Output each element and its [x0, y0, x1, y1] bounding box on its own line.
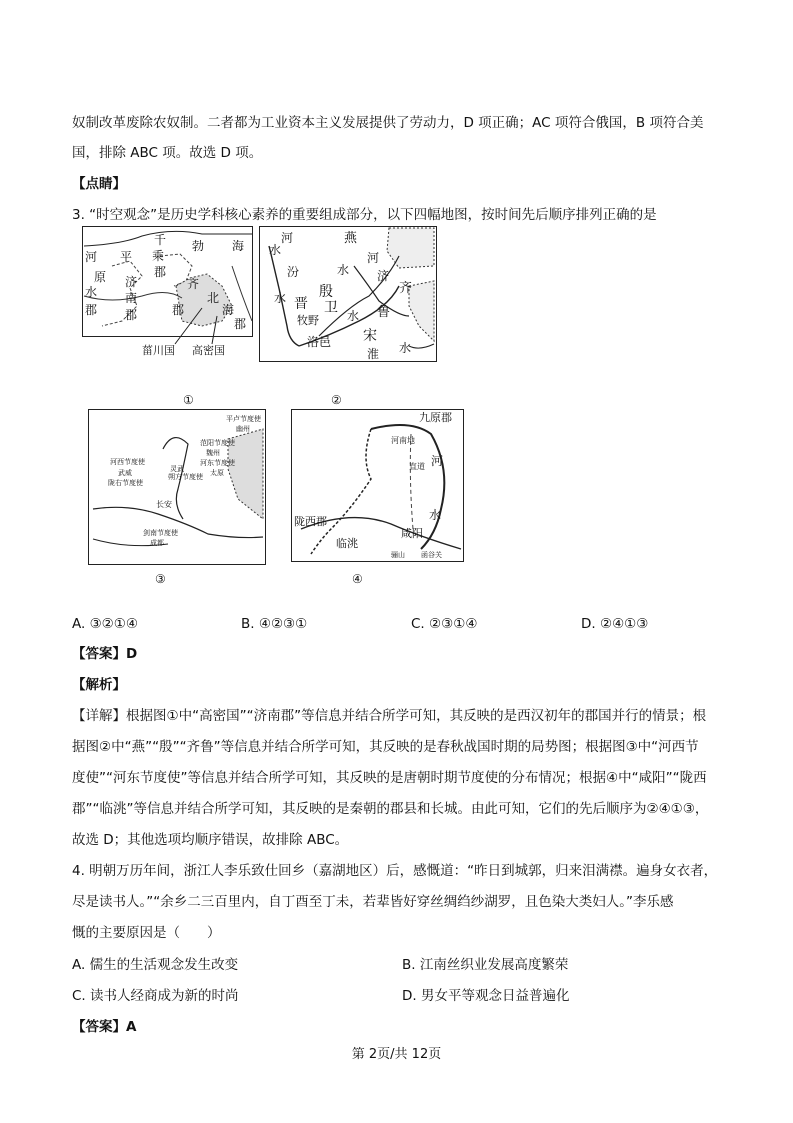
map2-text: 卫 — [324, 300, 338, 316]
prev-text-line-1: 奴制改革废除农奴制。二者都为工业资本主义发展提供了劳动力，D 项正确；AC 项符合俄国，B 项符合美 — [72, 115, 704, 131]
map1-text: 齐 — [187, 277, 200, 291]
map4-text: 水 — [429, 508, 442, 522]
map4-text: 直道 — [409, 462, 425, 471]
q4-option-c[interactable]: C. 读书人经商成为新的时尚 — [72, 988, 239, 1004]
map1-text: 平 — [120, 250, 133, 264]
map3-text: 朔方节度使 — [168, 473, 203, 481]
map2-text: 殷 — [319, 284, 333, 300]
map4-text: 陇西郡 — [294, 515, 327, 528]
map4-text: 骊山 — [391, 551, 405, 559]
map2-text: 汾 — [287, 265, 300, 279]
map2-text: 水 — [337, 263, 350, 277]
map2-text: 燕 — [344, 231, 358, 246]
map1-text: 郡 — [172, 303, 185, 317]
map2-text: 宋 — [363, 328, 377, 344]
map-4-label: ④ — [352, 572, 363, 586]
q3-option-c[interactable]: C. ②③①④ — [411, 616, 478, 632]
map-4-qin — [291, 409, 464, 562]
q3-option-b[interactable]: B. ④②③① — [241, 616, 308, 632]
map3-text: 长安 — [156, 500, 172, 509]
q4-option-a[interactable]: A. 儒生的生活观念发生改变 — [72, 957, 239, 973]
map3-text: 魏州 — [206, 449, 220, 457]
map-2-spring-autumn — [259, 226, 437, 362]
map4-text: 咸阳 — [401, 527, 423, 540]
map2-text: 洛邑 — [307, 335, 332, 349]
map3-text: 平卢节度使 — [226, 415, 261, 423]
q4-option-d[interactable]: D. 男女平等观念日益普遍化 — [402, 988, 570, 1004]
map4-text: 河南地 — [391, 436, 415, 445]
map3-text: 成都 — [150, 539, 164, 547]
map3-text: 剑南节度使 — [143, 529, 178, 537]
map2-text: 河 — [281, 231, 294, 245]
map3-text: 范阳节度使 — [200, 439, 235, 447]
q3-detail-line: 【详解】根据图①中“高密国”“济南郡”等信息并结合所学可知，其反映的是西汉初年的郡国并行的情景；根 — [72, 708, 707, 724]
map1-text: 水 — [85, 285, 98, 299]
page-footer: 第 2页/共 12页 — [351, 1047, 442, 1062]
map1-text: 乘 — [152, 249, 165, 263]
prev-text-line-2: 国，排除 ABC 项。故选 D 项。 — [72, 145, 263, 161]
map1-text: 原 — [94, 270, 107, 284]
map2-text: 鲁 — [377, 305, 391, 320]
map4-text: 临洮 — [336, 537, 358, 550]
map1-text: 菑川国 — [142, 344, 175, 357]
dianjing-heading: 【点睛】 — [72, 176, 126, 192]
map1-text: 郡 — [85, 303, 98, 317]
q3-option-a[interactable]: A. ③②①④ — [72, 616, 138, 632]
q4-answer: 【答案】A — [72, 1019, 137, 1035]
q4-stem-line: 4. 明朝万历年间，浙江人李乐致仕回乡（嘉湖地区）后，感慨道：“昨日到城郭，归来泪满襟。遍身女衣者， — [72, 863, 718, 879]
map3-text: 武威 — [118, 469, 132, 477]
q3-detail-line: 故选 D；其他选项均顺序错误，故排除 ABC。 — [72, 832, 349, 848]
map2-text: 牧野 — [297, 314, 319, 327]
map-3-label: ③ — [155, 572, 166, 586]
map2-text: 河 — [367, 251, 380, 265]
map3-text: 幽州 — [236, 425, 250, 433]
map2-text: 水 — [269, 243, 282, 257]
map2-text: 水 — [274, 291, 287, 305]
map2-text: 淮 — [367, 347, 380, 361]
map3-text: 太原 — [210, 469, 224, 477]
map-1-western-han — [82, 226, 253, 361]
map1-text: 千 — [154, 233, 167, 247]
map1-text: 勃 — [192, 239, 205, 253]
map2-text: 水 — [399, 341, 412, 355]
q3-answer: 【答案】D — [72, 646, 138, 662]
q3-option-d[interactable]: D. ②④①③ — [581, 616, 649, 632]
map1-text: 河 — [85, 250, 98, 264]
map2-text: 水 — [347, 309, 360, 323]
map3-text: 灵武 — [170, 465, 184, 473]
q3-stem: 3. “时空观念”是历史学科核心素养的重要组成部分，以下四幅地图，按时间先后顺序排列正确的是 — [72, 207, 657, 223]
map3-text: 陇右节度使 — [108, 479, 143, 487]
q3-detail-line: 度使”“河东节度使”等信息并结合所学可知，其反映的是唐朝时期节度使的分布情况；根据④中“咸阳”“陇西 — [72, 770, 707, 786]
map1-text: 郡 — [154, 265, 167, 279]
map4-text: 九原郡 — [419, 411, 452, 424]
map-2-label: ② — [331, 393, 342, 407]
q4-stem-line: 尽是读书人。”“余乡二三百里内，自丁酉至丁未，若辈皆好穿丝绸绉纱湖罗，且色染大类妇人。”李乐感 — [72, 894, 674, 910]
map2-text: 齐 — [399, 281, 413, 296]
map2-text: 晋 — [294, 296, 308, 312]
map1-text: 高密国 — [192, 344, 225, 357]
map4-text: 河 — [431, 454, 444, 468]
map1-text: 海 — [222, 303, 235, 317]
map2-text: 济 — [377, 269, 390, 283]
map-3-tang — [88, 409, 266, 565]
map-1-label: ① — [183, 393, 194, 407]
map1-text: 南 — [125, 291, 138, 305]
map1-text: 郡 — [125, 308, 138, 322]
q4-stem-line: 慨的主要原因是（ ） — [72, 925, 221, 941]
map3-text: 河西节度使 — [110, 458, 145, 466]
map1-text: 济 — [125, 275, 138, 289]
map3-text: 河东节度使 — [200, 459, 235, 467]
q3-analysis-heading: 【解析】 — [72, 677, 126, 693]
q3-detail-line: 据图②中“燕”“殷”“齐鲁”等信息并结合所学可知，其反映的是春秋战国时期的局势图；根据图③中“河西节 — [72, 739, 699, 755]
map4-text: 函谷关 — [421, 551, 442, 559]
map1-text: 郡 — [234, 317, 247, 331]
map1-text: 北 — [207, 291, 220, 305]
q4-option-b[interactable]: B. 江南丝织业发展高度繁荣 — [402, 957, 569, 973]
map1-text: 海 — [232, 239, 245, 253]
q3-detail-line: 郡”“临洮”等信息并结合所学可知，其反映的是秦朝的郡县和长城。由此可知，它们的先后顺序为②④①③， — [72, 801, 709, 817]
